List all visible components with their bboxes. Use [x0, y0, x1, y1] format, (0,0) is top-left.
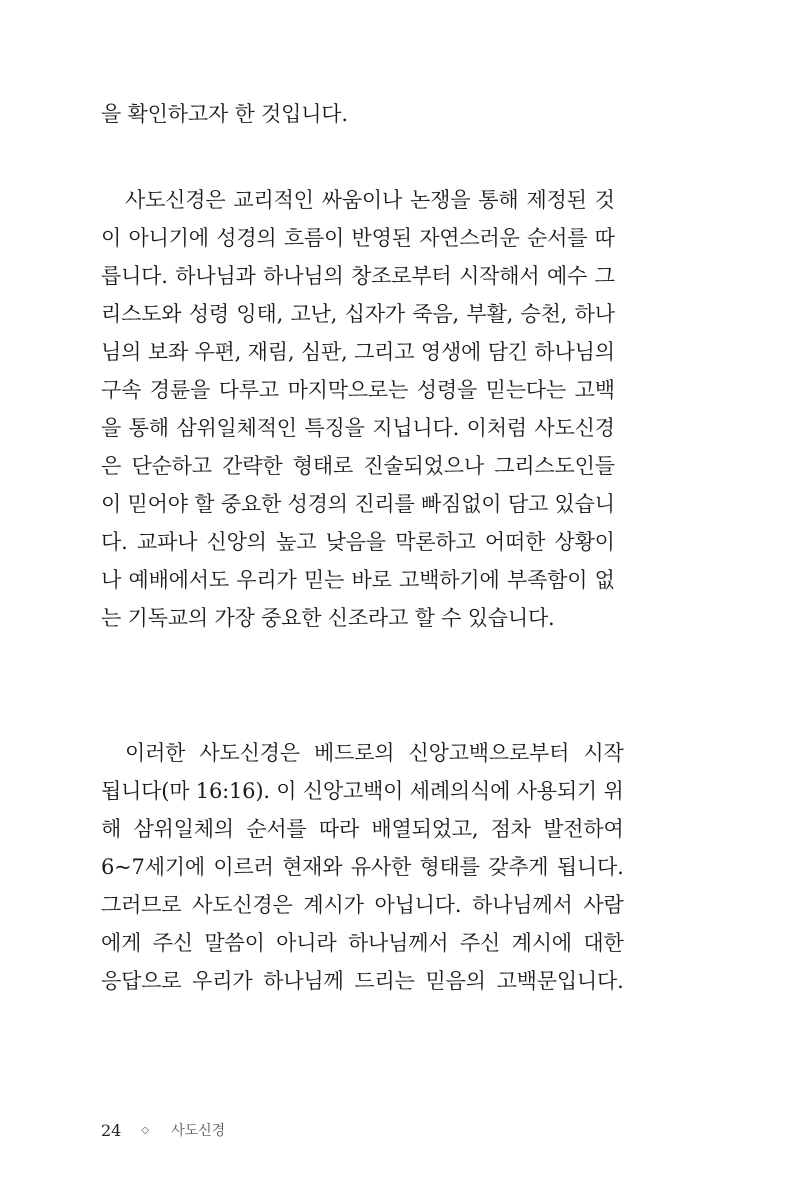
text-line: 에게 주신 말씀이 아니라 하나님께서 주신 계시에 대한 [101, 931, 624, 955]
page-number: 24 [101, 1120, 122, 1140]
text-line: 나 예배에서도 우리가 믿는 바로 고백하기에 부족함이 없 [101, 568, 615, 592]
text-line: 이 믿어야 할 중요한 성경의 진리를 빠짐없이 담고 있습니 [101, 492, 615, 516]
text-line: 다. 교파나 신앙의 높고 낮음을 막론하고 어떠한 상황이 [101, 530, 615, 554]
text-line: 릅니다. 하나님과 하나님의 창조로부터 시작해서 예수 그 [101, 264, 615, 288]
text-line: 6~7세기에 이르러 현재와 유사한 형태를 갖추게 됩니다. [101, 855, 624, 879]
text-line: 은 단순하고 간략한 형태로 진술되었으나 그리스도인들 [101, 454, 615, 478]
paragraph-2 [101, 181, 615, 637]
page-footer [101, 1120, 225, 1140]
text-line: 을 통해 삼위일체적인 특징을 지닙니다. 이처럼 사도신경 [101, 416, 615, 440]
text-line: 이러한 사도신경은 베드로의 신앙고백으로부터 시작 [125, 741, 624, 765]
text-line: 님의 보좌 우편, 재림, 심판, 그리고 영생에 담긴 하나님의 [101, 340, 615, 364]
text-line: 는 기독교의 가장 중요한 신조라고 할 수 있습니다. [101, 606, 555, 630]
diamond-separator-icon: ◇ [141, 1124, 150, 1136]
text-line: 응답으로 우리가 하나님께 드리는 믿음의 고백문입니다. [101, 969, 624, 993]
text-line: 을 확인하고자 한 것입니다. [101, 102, 348, 126]
text-line: 됩니다(마 16:16). 이 신앙고백이 세례의식에 사용되기 위 [101, 779, 624, 803]
text-line: 그러므로 사도신경은 계시가 아닙니다. 하나님께서 사람 [101, 893, 624, 917]
text-line: 구속 경륜을 다루고 마지막으로는 성령을 믿는다는 고백 [101, 378, 615, 402]
text-line: 사도신경은 교리적인 싸움이나 논쟁을 통해 제정된 것 [125, 188, 615, 212]
text-line: 이 아니기에 성경의 흐름이 반영된 자연스러운 순서를 따 [101, 226, 615, 250]
running-title: 사도신경 [171, 1123, 226, 1139]
text-line: 리스도와 성령 잉태, 고난, 십자가 죽음, 부활, 승천, 하나 [101, 302, 615, 326]
text-line: 해 삼위일체의 순서를 따라 배열되었고, 점차 발전하여 [101, 817, 624, 841]
paragraph-1 [101, 95, 348, 133]
paragraph-3 [101, 734, 624, 1000]
